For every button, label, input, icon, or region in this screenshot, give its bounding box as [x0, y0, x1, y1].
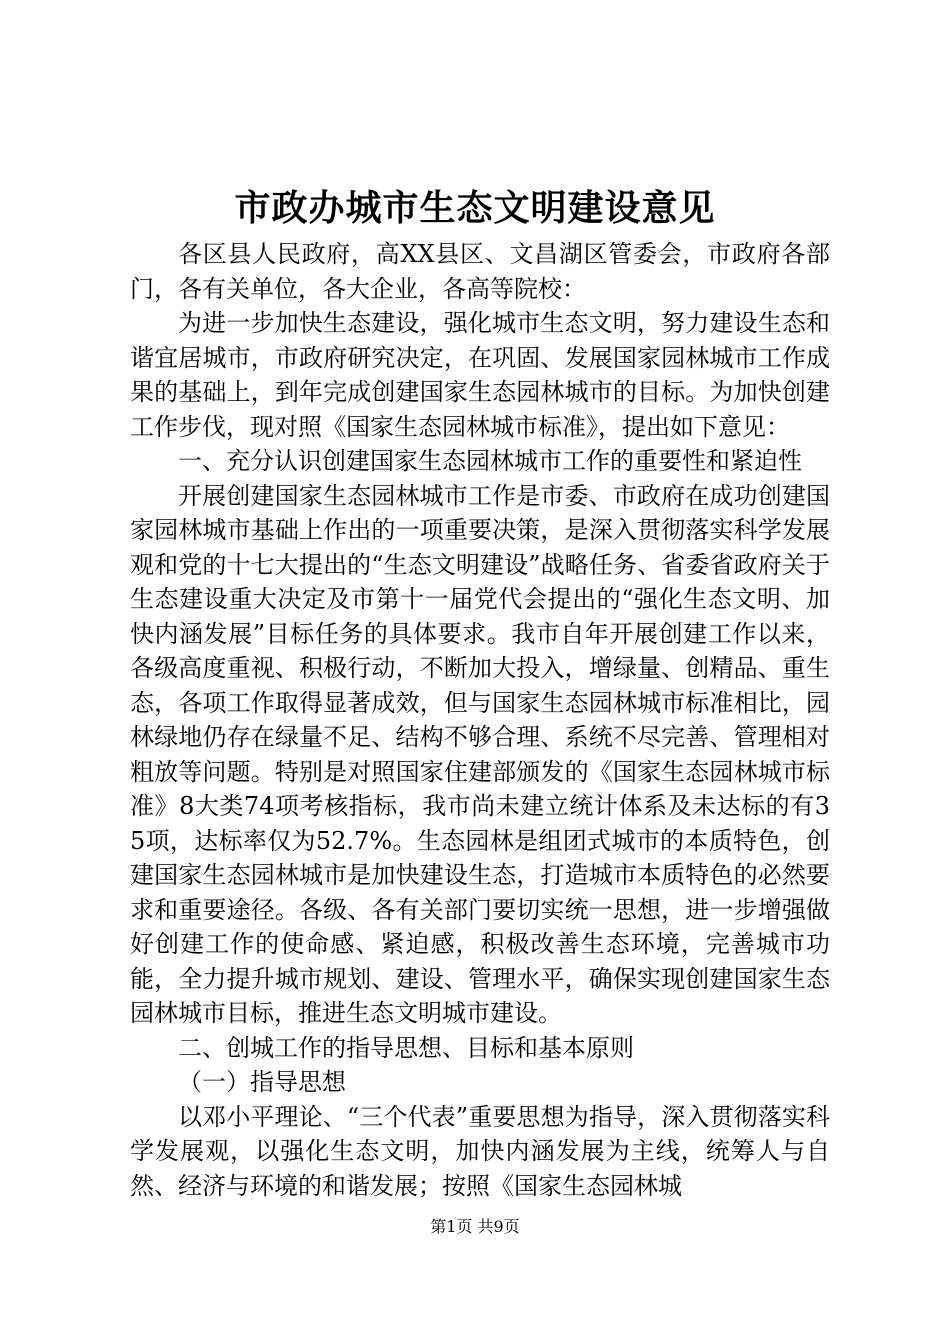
- document-title: 市政办城市生态文明建设意见: [234, 187, 716, 229]
- document-body: [130, 237, 830, 1203]
- paragraph-importance: 开展创建国家生态园林城市工作是市委、市政府在成功创建国家园林城市基础上作出的一项重要决策，是深入贯彻落实科学发展观和党的十七大提出的“生态文明建设”战略任务、省委省政府关于生态建设重大决定及市第十一届党代会提出的“强化生态文明、加快内涵发展”目标任务的具体要求。我市自年开展创建工作以来，各级高度重视、积极行动，不断加大投入，增绿量、创精品、重生态，各项工作取得显著成效，但与国家生态园林城市标准相比，园林绿地仍存在绿量不足、结构不够合理、系统不尽完善、管理相对粗放等问题。特别是对照国家住建部颁发的《国家生态园林城市标准》8大类74项考核指标，我市尚未建立统计体系及未达标的有35项，达标率仅为52.7%。生态园林是组团式城市的本质特色，创建国家生态园林城市是加快建设生态，打造城市本质特色的必然要求和重要途径。各级、各有关部门要切实统一思想，进一步增强做好创建工作的使命感、紧迫感，积极改善生态环境，完善城市功能，全力提升城市规划、建设、管理水平，确保实现创建国家生态园林城市目标，推进生态文明城市建设。: [130, 481, 830, 1027]
- section-heading-1: 一、充分认识创建国家生态园林城市工作的重要性和紧迫性: [178, 447, 802, 475]
- paragraph-addressees: 各区县人民政府，高XX县区、文昌湖区管委会，市政府各部门，各有关单位，各大企业，各高等院校：: [130, 240, 830, 303]
- subsection-heading-1: （一）指导思想: [178, 1068, 346, 1096]
- paragraph-intro: 为进一步加快生态建设，强化城市生态文明，努力建设生态和谐宜居城市，市政府研究决定，在巩固、发展国家园林城市工作成果的基础上，到年完成创建国家生态园林城市的目标。为加快创建工作步伐，现对照《国家生态园林城市标准》，提出如下意见：: [130, 309, 830, 441]
- paragraph-guiding-ideology: 以邓小平理论、“三个代表”重要思想为指导，深入贯彻落实科学发展观，以强化生态文明，加快内涵发展为主线，统筹人与自然、经济与环境的和谐发展；按照《国家生态园林城: [130, 1102, 830, 1200]
- section-heading-2: 二、创城工作的指导思想、目标和基本原则: [178, 1033, 634, 1062]
- page-footer: 第1页 共9页: [430, 1217, 520, 1236]
